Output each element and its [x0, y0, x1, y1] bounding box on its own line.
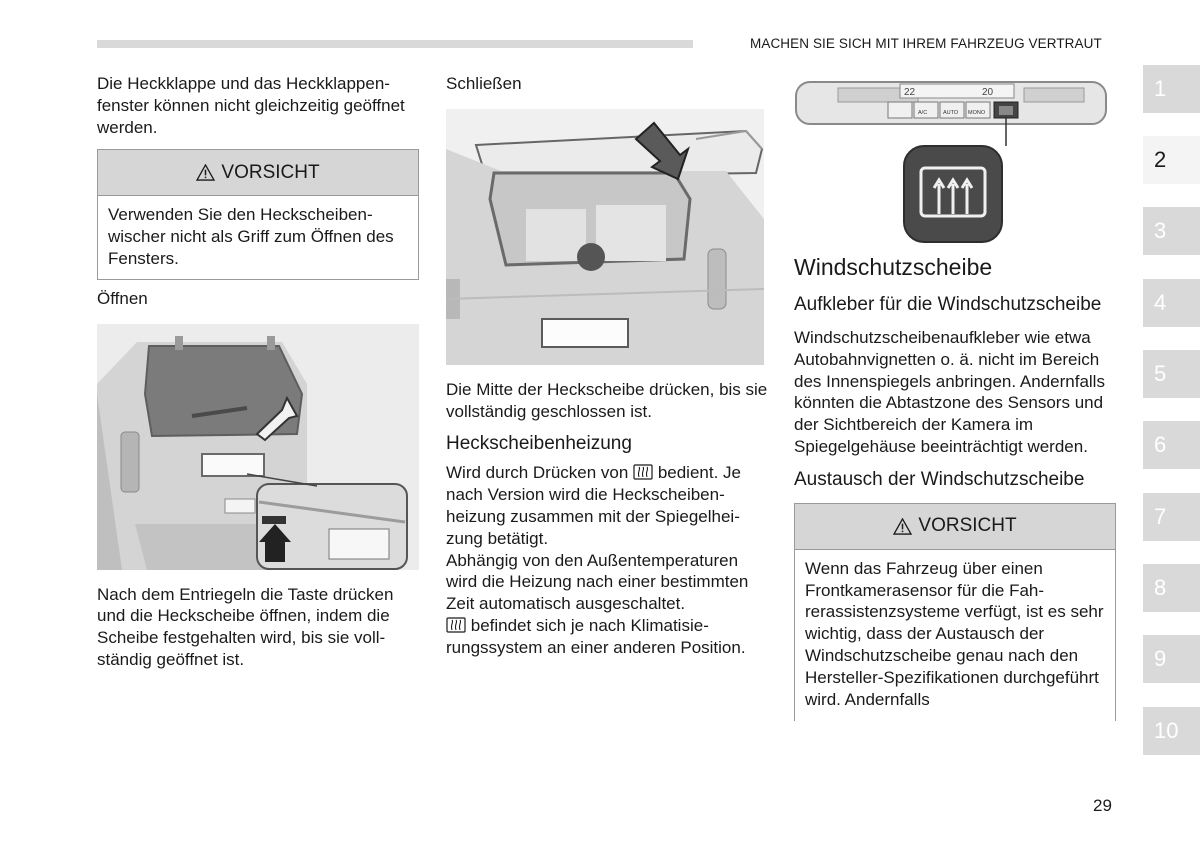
replace-heading: Austausch der Windschutzscheibe — [794, 468, 1085, 490]
heating-heading: Heckscheibenheizung — [446, 433, 632, 455]
chapter-tab-10[interactable]: 10 — [1143, 707, 1200, 755]
caution-title: VORSICHT — [918, 515, 1017, 537]
heating-text-after: bedient. Je nach Version wird die Heckscheibenheizung zusammen mit der Spiegelheizung betätigt. — [446, 463, 741, 548]
chapter-tab-1[interactable]: 1 — [1143, 65, 1200, 113]
chapter-tab-5[interactable]: 5 — [1143, 350, 1200, 398]
warning-triangle-icon — [196, 164, 215, 181]
open-label: Öffnen — [97, 288, 148, 308]
chapter-tab-6[interactable]: 6 — [1143, 421, 1200, 469]
chapter-tab-4[interactable]: 4 — [1143, 279, 1200, 327]
panel-temp-right: 20 — [982, 87, 994, 98]
chapter-tab-2[interactable]: 2 — [1143, 136, 1200, 184]
heating-text-location: befindet sich je nach Klimatisierungssystem an einer anderen Position. — [446, 615, 746, 657]
open-rear-window-illustration — [97, 324, 419, 570]
chapter-title: MACHEN SIE SICH MIT IHREM FAHRZEUG VERTRAUT — [750, 36, 1102, 51]
rear-defrost-icon — [446, 617, 466, 633]
heating-paragraph-2: Abhängig von den Außentemperaturen wird die Heizung nach einer bestimmten Zeit automatisch ausgeschaltet. — [446, 550, 749, 614]
sticker-text: Windschutzscheibenaufkleber wie etwa Autobahnvignetten o. ä. nicht im Bereich des Innenspiegels anbringen. Andernfalls könnten die Abtastzone des Sensors und der Sichtbereich der Kamera im Spiegelgehäuse beeinträchtigt werden. — [794, 328, 1105, 456]
rear-defrost-icon — [633, 464, 653, 480]
chapter-tab-7[interactable]: 7 — [1143, 493, 1200, 541]
close-label: Schließen — [446, 74, 522, 93]
panel-btn-auto: AUTO — [943, 110, 959, 116]
chapter-tab-3[interactable]: 3 — [1143, 207, 1200, 255]
page-number: 29 — [1093, 796, 1112, 815]
chapter-tab-9[interactable]: 9 — [1143, 635, 1200, 683]
header-bar — [97, 40, 693, 48]
panel-btn-mono: MONO — [968, 110, 986, 116]
caution-header — [795, 504, 1115, 550]
climate-panel-illustration — [794, 80, 1110, 246]
caution-box-windshield — [794, 503, 1116, 721]
heating-paragraph-1 — [446, 462, 768, 549]
warning-triangle-icon — [893, 518, 912, 535]
caution-text: Verwenden Sie den Heckscheibenwischer nicht als Griff zum Öffnen des Fensters. — [108, 205, 394, 268]
close-rear-window-illustration — [446, 109, 764, 365]
windshield-heading: Windschutzscheibe — [794, 254, 993, 280]
open-caption: Nach dem Entriegeln die Taste drücken und die Heckscheibe öffnen, indem die Scheibe festgehalten wird, bis sie vollständig geöffnet ist. — [97, 584, 394, 669]
panel-btn-ac: A/C — [918, 110, 928, 116]
caution-box — [97, 149, 419, 279]
chapter-tab-8[interactable]: 8 — [1143, 564, 1200, 612]
heating-paragraph-3 — [446, 615, 768, 659]
column-left — [97, 73, 419, 671]
caution-header — [98, 150, 418, 196]
heating-text-before: Wird durch Drücken von — [446, 463, 629, 483]
close-caption: Die Mitte der Heckscheibe drücken, bis sie vollständig geschlossen ist. — [446, 379, 768, 421]
caution-title: VORSICHT — [221, 161, 320, 183]
column-right — [794, 80, 1116, 721]
sticker-heading: Aufkleber für die Windschutzscheibe — [794, 294, 1102, 315]
caution-text-windshield: Wenn das Fahrzeug über einen Frontkamerasensor für die Fahrerassistenzsysteme verfügt, ist es sehr wichtig, dass der Austausch der Windschutzscheibe genau nach den Hersteller-Spezifikationen durchgeführt wird. Andernfalls — [805, 558, 1104, 709]
panel-temp-left: 22 — [904, 87, 916, 98]
intro-text: Die Heckklappe und das Heckklappenfenster können nicht gleichzeitig geöffnet werden. — [97, 74, 405, 137]
column-middle — [446, 73, 768, 659]
